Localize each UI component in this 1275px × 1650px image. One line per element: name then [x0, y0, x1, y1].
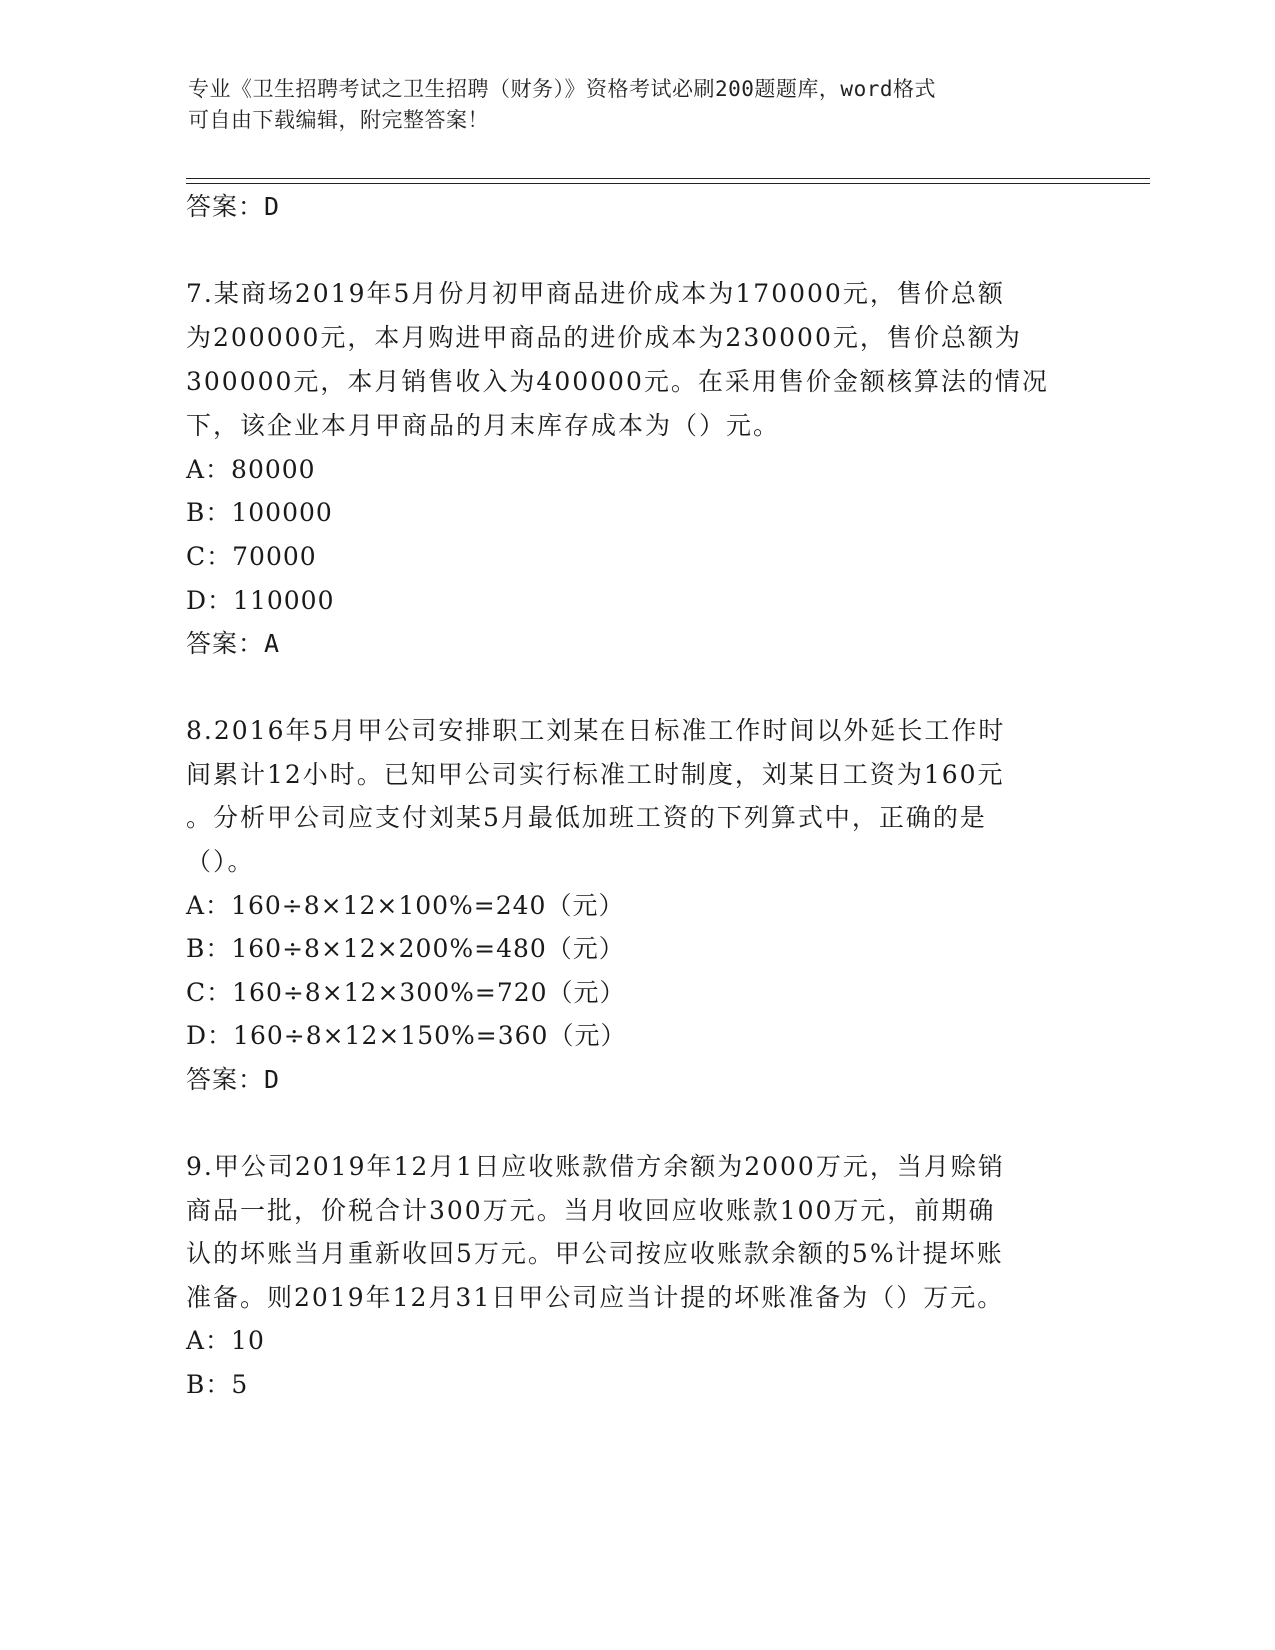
question-8-text-line-4: （）。: [186, 847, 255, 876]
question-9-text-line-4: 准备。则2019年12月31日甲公司应当计提的坏账准备为（）万元。: [186, 1283, 1005, 1312]
question-7-text-line-1: 7.某商场2019年5月份月初甲商品进价成本为170000元，售价总额: [186, 279, 1005, 308]
question-7-option-d: D：110000: [186, 586, 335, 615]
question-7-text-line-4: 下，该企业本月甲商品的月末库存成本为（）元。: [186, 411, 781, 440]
question-9-option-a: A：10: [186, 1326, 265, 1355]
question-8-text-line-1: 8.2016年5月甲公司安排职工刘某在日标准工作时间以外延长工作时: [186, 716, 1006, 745]
question-8-option-b: B：160÷8×12×200%=480（元）: [186, 934, 625, 963]
question-8-text-line-2: 间累计12小时。已知甲公司实行标准工时制度，刘某日工资为160元: [186, 760, 1005, 789]
header-line-2: 可自由下载编辑，附完整答案！: [188, 108, 489, 132]
question-9-text-line-2: 商品一批，价税合计300万元。当月收回应收账款100万元，前期确: [186, 1196, 996, 1225]
question-8-answer: 答案：D: [186, 1065, 281, 1094]
question-7-option-c: C：70000: [186, 542, 317, 571]
question-9-option-b: B：5: [186, 1370, 249, 1399]
previous-answer: 答案：D: [186, 192, 281, 221]
question-8-option-a: A：160÷8×12×100%=240（元）: [186, 891, 625, 920]
question-8-option-d: D：160÷8×12×150%=360（元）: [186, 1021, 627, 1050]
question-9-text-line-3: 认的坏账当月重新收回5万元。甲公司按应收账款余额的5%计提坏账: [186, 1239, 1004, 1268]
question-7-option-a: A：80000: [186, 455, 316, 484]
question-8-text-line-3: 。分析甲公司应支付刘某5月最低加班工资的下列算式中，正确的是: [186, 803, 987, 832]
question-7-answer: 答案：A: [186, 629, 281, 658]
question-9-text-line-1: 9.甲公司2019年12月1日应收账款借方余额为2000万元，当月赊销: [186, 1152, 1005, 1181]
header-line-1: 专业《卫生招聘考试之卫生招聘（财务）》资格考试必刷200题题库，word格式: [188, 77, 936, 101]
header-rule-top: [186, 178, 1150, 179]
question-7-text-line-2: 为200000元，本月购进甲商品的进价成本为230000元，售价总额为: [186, 323, 1022, 352]
document-header: [188, 74, 1088, 136]
question-7-option-b: B：100000: [186, 498, 333, 527]
header-rule-bottom: [186, 183, 1150, 184]
question-7-text-line-3: 300000元，本月销售收入为400000元。在采用售价金额核算法的情况: [186, 367, 1049, 396]
question-8-option-c: C：160÷8×12×300%=720（元）: [186, 978, 626, 1007]
